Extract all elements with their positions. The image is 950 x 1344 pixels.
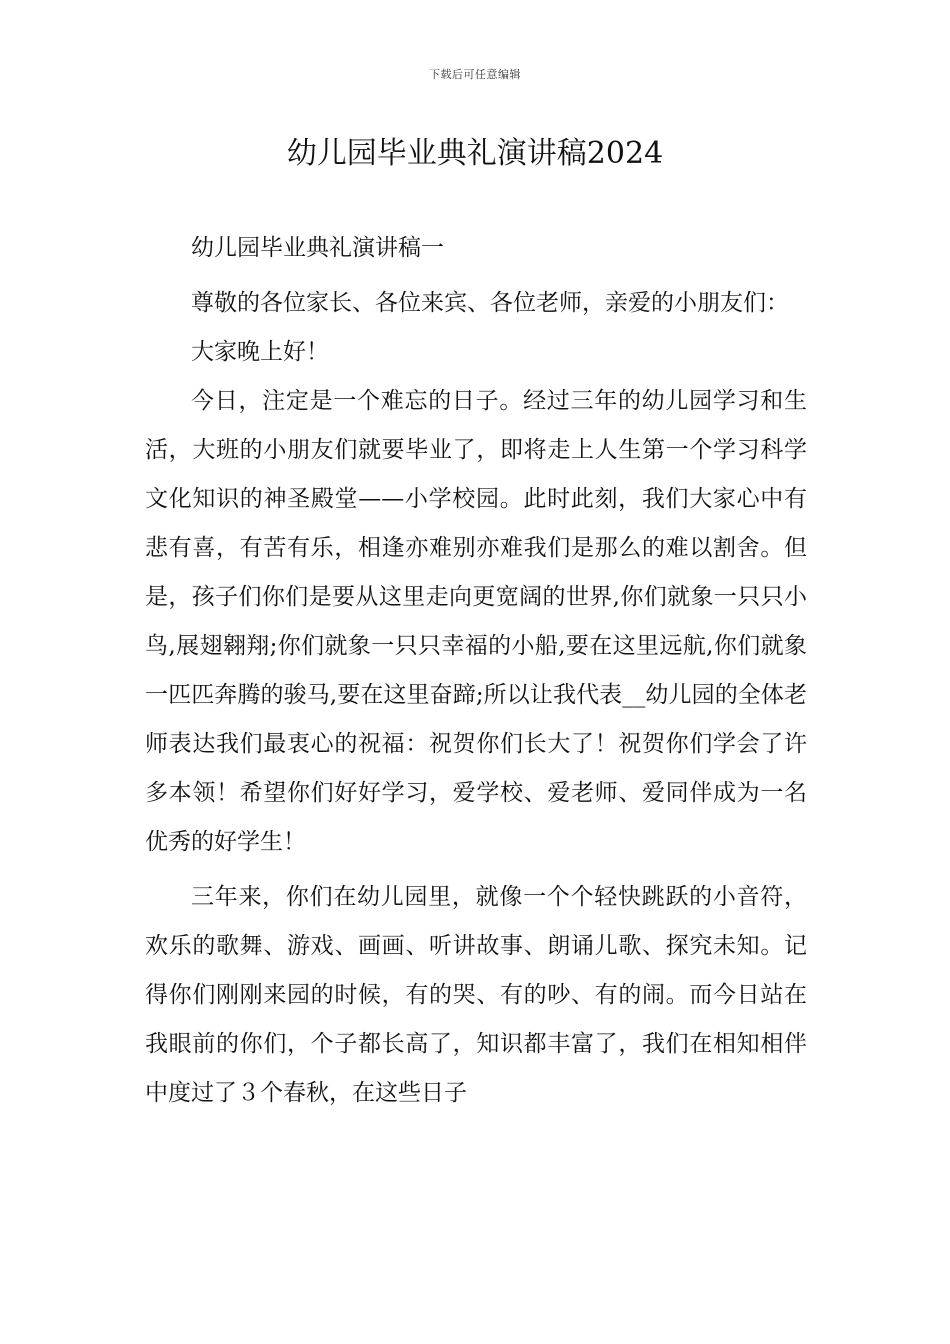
header-note: 下载后可任意编辑: [429, 68, 521, 81]
document-title: 幼儿园毕业典礼演讲稿2024: [286, 136, 664, 171]
section-heading: 幼儿园毕业典礼演讲稿一: [191, 235, 444, 261]
paragraph-greeting: 大家晚上好！: [191, 339, 329, 365]
document-body: [145, 224, 807, 1118]
paragraph-salutation: 尊敬的各位家长、各位来宾、各位老师，亲爱的小朋友们：: [191, 290, 789, 316]
paragraph-body-2: 三年来，你们在幼儿园里，就像一个个轻快跳跃的小音符，欢乐的歌舞、游戏、画画、听讲故事、朗诵儿歌、探究未知。记得你们刚刚来园的时候，有的哭、有的吵、有的闹。而今日站在我眼前的你们，个子都长高了，知识都丰富了，我们在相知相伴中度过了３个春秋，在这些日子: [145, 884, 807, 1106]
paragraph-body-1: 今日，注定是一个难忘的日子。经过三年的幼儿园学习和生活，大班的小朋友们就要毕业了，即将走上人生第一个学习科学文化知识的神圣殿堂——小学校园。此时此刻，我们大家心中有悲有喜，有苦有乐，相逢亦难别亦难我们是那么的难以割舍。但是，孩子们你们是要从这里走向更宽阔的世界,你们就象一只只小鸟,展翅翱翔;你们就象一只只幸福的小船,要在这里远航,你们就象一匹匹奔腾的骏马,要在这里奋蹄;所以让我代表__幼儿园的全体老师表达我们最衷心的祝福：祝贺你们长大了！祝贺你们学会了许多本领！希望你们好好学习，爱学校、爱老师、爱同伴成为一名优秀的好学生！: [145, 388, 807, 855]
